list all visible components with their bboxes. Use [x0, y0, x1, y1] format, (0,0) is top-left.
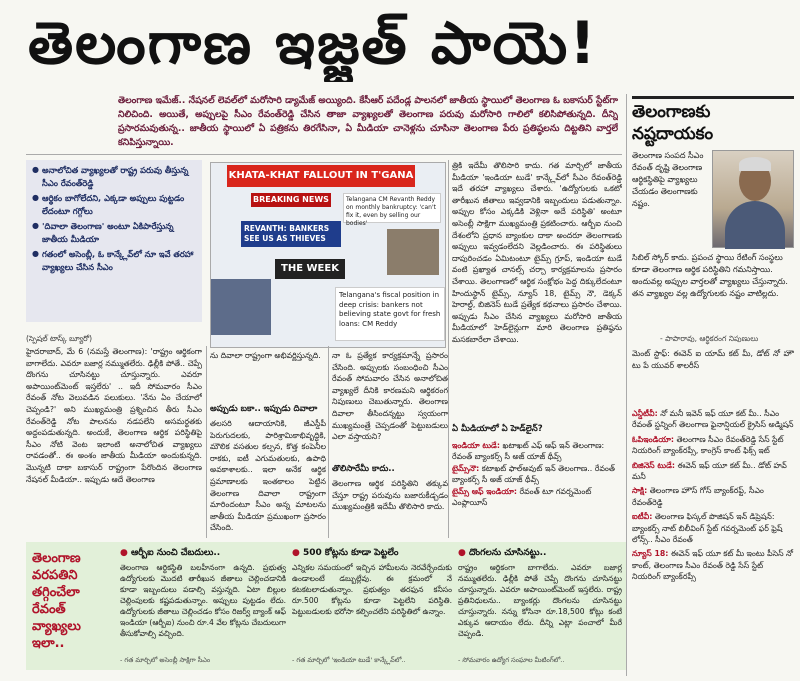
column-divider	[328, 346, 329, 538]
highlight-item: ● అనాలోచిత వ్యాఖ్యలతో రాష్ట్ర పరువు తీస్తున్న సీఎం రేవంత్‌రెడ్డి	[32, 164, 196, 189]
quote-body: రాష్ట్రం ఆర్థికంగా బాగాలేదు. ఎవరూ బజార్ల నమ్ముతలేరు. ఢిల్లీకి పోతే చెప్పే దొంగను చూసినట్టు చూస్తున్నారు. ఎవరూ అపాయింట్‌మెంట్ ఇస్తలేరు. రాష్ట్ర ప్రతినిధులను.. బ్యాంకర్లు దొంగలను చూసినట్టు చూస్తున్నారు. నన్ను కోసినా రూ.18,500 కోట్లు కంటే ఎక్కువ ఆదాయం లేదు. దీన్ని ఎట్లా పంచాలో మీరే చెప్పండి.	[458, 563, 622, 638]
quote-source: - సోమవారం ఉద్యోగ సంఘాల మీటింగ్‌లో..	[458, 656, 565, 664]
list-item: ఐటీవీ: తెలంగాణ ఫిస్కల్ పొజిషన్ ఇన్ డిప్రెషన్: బ్యాంకర్స్ నాట్ బిలీవింగ్ స్టేట్ గవర్నమెంట్ ఫర్ ఫ్రెష్ లోన్స్.. సీఎం రేవంత్	[632, 512, 783, 545]
sidebar-byline: - పాపారావు, ఆర్థికరంగ నిపుణులు	[660, 334, 759, 343]
highlight-item: ● 'దివాలా తెలంగాణ' అంటూ ఏకిపారేస్తున్న జాతీయ మీడియా	[32, 220, 196, 245]
quote-box	[458, 548, 622, 666]
highlight-item: ● గతంలో అసెంబ్లీ, ఓ కాన్క్లేవ్‌లో నూ ఇవే తరహా వ్యాఖ్యలు చేసిన సీఎం	[32, 248, 196, 273]
collage-person-photo	[387, 229, 439, 275]
sidebar-text-continued: సిబిల్ స్కోర్ కాదు. ప్రపంచ స్థాయి రేటింగ్ సంస్థలు కూడా తెలంగాణ ఆర్థిక పరిస్థితిని గమనిస్తాయి. అందువల్ల అప్పుల వార్తలతో వ్యాఖ్యలు చేస్తున్నారు. తన వ్యాఖ్యల వల్ల ఉద్యోగులకు నష్టం వాటిల్లదు.	[632, 253, 788, 298]
list-item: ఓపిఇండియా: తెలంగాణ సీఎం రేవంత్‌రెడ్డి సేస్ స్టేట్ నియరింగ్ బ్యాంక్‌రప్సీ, కాంగ్రెస్ కాంట్ ఫిక్స్ ఇట్	[632, 434, 784, 456]
subheading: తొలిసారేమీ కాదు..	[332, 464, 395, 474]
headline-list	[452, 440, 622, 538]
subheading: ఏ మీడియాలో ఏ హెడ్‌లైన్?	[452, 424, 543, 434]
list-item: సాక్షి: తెలంగాణ హౌస్ గోస్ బ్యాంక్‌రప్ట్, సీఎం రేవంత్‌రెడ్డి	[632, 486, 764, 507]
headline-list-continued	[632, 408, 794, 676]
list-item: న్యూస్ 18: ఈవెన్ ఇఫ్ యూ కట్ మీ ఇంటు పీసెస్ నో కాంట్, తెలంగాణ సీఎం రేవంత్ రెడ్డి సేస్ స్టేట్ నియరింగ్ బ్యాంక్‌రప్సీ	[632, 549, 794, 582]
photo-hair	[739, 157, 771, 171]
collage-person-photo	[211, 279, 271, 335]
list-item: బిజినెస్ టుడే: ఈవెన్ ఇఫ్ యూ కట్ మీ.. డోట్ హవ్ మనీ	[632, 460, 787, 482]
list-item: ఇండియా టుడే: ఖటాఖట్ ఎఫ్ ఆఫ్ ఇన్ తెలంగాణ: రేవంత్ బ్యాంకర్స్ సీ అజ్ యాజ్ థీవ్స్	[452, 441, 605, 462]
media-collage-image	[210, 162, 446, 348]
quote-source: - గత మార్చిలో అసెంబ్లీ సాక్షిగా సీఎం	[120, 656, 211, 664]
list-item: టైమ్స్ ఆఫ్ ఇండియా: రేవంత్ టూ గవర్నమెంట్ ఎంప్లాయీస్	[452, 486, 592, 508]
quote-body: ఎన్నికల సమయంలో ఇచ్చిన హామీలను నెరవేర్చేందుకు ఉండాలంటే డబ్బుల్లేవు. ఈ క్రమంలో నే కటకటలాడుతున్నాం. ప్రభుత్వం తరఫున కనీసం రూ.500 కోట్లను కూడా పెట్టలేని పరిస్థితి. పెట్టుబడులకు భరోసా కల్పించలేని పరిస్థితిలో ఉన్నాం.	[292, 563, 452, 616]
list-item: టైమ్స్‌నౌ: కటాఖట్ ఫాల్అవుట్ ఇన్ తెలంగాణ.. రేవంత్ బ్యాంకర్స్ సీ అజ్ యాజ్ థీవ్స్	[452, 463, 615, 485]
sidebar-title: తెలంగాణకు నష్టదాయకం	[632, 96, 794, 144]
collage-breaking-tag: BREAKING NEWS	[251, 193, 331, 207]
article-column-3: నా ఓ ప్రత్యేక కార్యక్రమాన్నే ప్రసారం చేసింది. అప్పులకు సంబంధించి సీఎం రేవంత్ సోమవారం చేసిన అనాలోచిత వ్యాఖ్యలే దీనికి కారణమని ఆర్థికరంగ నిపుణులు చెబుతున్నారు. తెలంగాణ దివాలా తీసిందన్నట్టు స్వయంగా ముఖ్యమంత్రే చెప్పడంతో పెట్టుబడులు ఎలా వస్తాయని?	[332, 351, 448, 442]
columnist-photo	[712, 150, 794, 248]
quotes-panel	[26, 542, 626, 670]
column-divider	[448, 160, 449, 538]
quote-heading: ● 500 కోట్లను కూడా పెట్టలేం	[292, 548, 452, 560]
collage-the-week-logo: THE WEEK	[275, 259, 345, 279]
article-column-2: ను దివాలా రాష్ట్రంగా అభివర్ణిస్తున్నది.	[210, 351, 321, 360]
dateline: (స్పెషల్ టాస్క్ బ్యూరో)	[26, 334, 93, 343]
intro-paragraph: తెలంగాణ ఇమేజ్.. నేషనల్ లెవల్‌లో మరోసారి డ్యామేజ్ అయ్యింది. కేసీఆర్ పదేండ్ల పాలనలో జాతీయ స్థాయిలో తెలంగాణ ఓ బకాసుర్ స్టేట్‌గా నిలిచింది. అయితే, అప్పులపై సీఎం రేవంత్‌రెడ్డి చేసిన తాజా వ్యాఖ్యలతో తెలంగాణ పరువు మరోసారి గాలిలో కలిసిపోతున్నది. దీన్ని ప్రసారమవుతున్న.. జాతీయ స్థాయిలో ఏ పత్రికను తిరగేసినా, ఏ మీడియా చానెళ్లను చూసినా తెలంగాణ పేరు ప్రతిష్ఠలను దిట్టతిని వార్తలే కనిపిస్తున్నాయి.	[118, 95, 618, 148]
article-column-5: మెంట్ స్టాఫ్: ఈవెన్ ఐ యామ్ కట్ మీ, డోట్ నో హౌ టు పే యువర్ శాలరీస్	[632, 349, 794, 370]
highlights-box	[26, 160, 202, 322]
quote-heading: ● దొంగలను చూసినట్టు..	[458, 548, 622, 560]
list-item: ఎన్డీటీవీ: నో మనీ ఇవెన్ ఇఫ్ యూ కట్ మీ.. సీఎం రేవంత్ స్టన్నింగ్ తెలంగాణ ఫైనాన్షియల్ క్రైసిస్ అడ్మిషన్	[632, 409, 794, 430]
collage-news-card: Telangana CM Revanth Reddy on monthly bankruptcy: 'can't fix it, even by selling our bodies'	[343, 193, 441, 223]
headline: తెలంగాణ ఇజ్జత్ పాయె!	[28, 9, 598, 77]
photo-body	[725, 201, 785, 249]
quote-box	[292, 548, 452, 666]
quote-source: - గత మార్చిలో 'ఇండియా టుడే' కాన్క్లేవ్‌లో..	[292, 656, 406, 664]
article-column-1: హైదరాబాద్, మే 6 (నమస్తే తెలంగాణ): 'రాష్ట్రం ఆర్థికంగా బాగాలేదు. ఎవరూ బజార్ల నమ్ముతలేరు. ఢిల్లీకి పోతే.. చెప్పే దొంగను చూసినట్టు చూస్తున్నారు. ఎవరూ అపాయింట్‌మెంట్ ఇస్తలేరు' .. ఇదీ సోమవారం సీఎం రేవంత్ నోట వెలువడిన పలుకులు. 'నేను ఏం చేయాలో చెప్పండి?' అని ముఖ్యమంత్రి ప్రశ్నించిన తీరు సీఎం రేవంత్‌రెడ్డి నోట పాలనను నడపలేని అసమర్థతకు అద్దంపడుతున్నది. అందుకే, తెలంగాణ ఆర్థిక పరిస్థితిపై సీఎం నోటి వెంట ఇలాంటి అనాలోచిత వ్యాఖ్యలు రావడంతో.. ఈ అంశం జాతీయ మీడియా అందుకున్నది. మొన్నటి దాకా బకాసుర్ రాష్ట్రంగా పేరొందిన తెలంగాణ నేషనల్ మీడియా.. ఇప్పుడు ఆదే తెలంగాణ	[26, 347, 202, 484]
collage-bankers-headline: REVANTH: BANKERS SEE US AS THIEVES	[241, 221, 341, 247]
sidebar-text: తెలంగాణ సంపద సీఎం రేవంత్ దృష్టి తెలంగాణ ఆర్థికస్థితిపై వ్యాఖ్యలు చేయడం తెలంగాణకు నష్టం.	[632, 151, 704, 208]
quotes-panel-title: తెలంగాణ వరపతిని తగ్గించేలా రేవంత్ వ్యాఖ్యలు ఇలా..	[32, 551, 81, 651]
article-column-2b: తలసరి ఆదాయానికి, జీఎస్డీపీ పెరుగుదలకు, పారిశ్రామికాభివృద్ధికి, మౌలిక వసతుల కల్పన, కొత్త కంపెనీల రాకకు, ఐటీ ఎగుమతులకు, ఉపాధి అవకాశాలకు.. ఇలా అనేక ఆర్థిక ప్రమాణాలకు ఇంతకాలం పెట్టిన తెలంగాణ దివాలా రాష్ట్రంగా మారిందంటూ సీఎం అన్న మాటలను జాతీయ మీడియా ప్రముఖంగా ప్రసారం చేసింది.	[210, 419, 326, 533]
subheading: అప్పుడు బకా.. ఇప్పుడు దివాలా	[210, 404, 318, 414]
quote-heading: ● ఆర్బీఐ నుంచి చేబదులు..	[120, 548, 286, 560]
column-divider	[206, 346, 207, 538]
highlight-item: ● ఆర్థికం బాగోలేదని, ఎక్కడా అప్పులు పుట్టడం లేదంటూ గగ్గోలు	[32, 192, 196, 217]
column-divider	[626, 94, 627, 676]
quote-body: తెలంగాణ ఆర్థికస్థితి బలహీనంగా ఉన్నది. ప్రభుత్వ ఉద్యోగులకు మొదటి తారీఖున జీతాలు చెల్లించడానికి కూడా ఇబ్బందులు పడాల్సి వస్తున్నది. ఏటా బిల్లుల చెల్లింపులకు కష్టపడుతున్నాం. అప్పులు పుట్టడం లేదు. ఉద్యోగులకు జీతాలు చెల్లించడం కోసం రిజర్వ్ బ్యాంక్ ఆఫ్ ఇండియా (ఆర్బీఐ) నుంచి రూ.4 వేల కోట్లను చేబదులుగా తీసుకోవాల్సి వచ్చింది.	[120, 563, 286, 638]
collage-banner: KHATA-KHAT FALLOUT IN T'GANA	[227, 165, 415, 187]
quote-box	[120, 548, 286, 666]
article-column-4: త్రికి ఇదేమీ తొలిసారి కాదు. గత మార్చిలో జాతీయ మీడియా 'ఇండియా టుడే' కాన్క్లేవ్‌లో సీఎం రేవంత్‌రెడ్డి ఇదే తరహా వ్యాఖ్యలు చేశారు. 'ఉద్యోగులకు ఒకటో తారీఖున జీతాలు ఇవ్వడానికి ఇబ్బందులు పడుతున్నాం. అప్పుల కోసం ఎక్కడికి వెళ్లినా అదే పరిస్థితి' అంటూ అసెంబ్లీ సాక్షిగా ముఖ్యమంత్రి ప్రకటించారు. ఆర్బీఐ నుంచి దేశంలోని ప్రధాన బ్యాంకుల దాకా అందరూ తెలంగాణకు అప్పులు ఇవ్వడంలేదని వెల్లడించారు. ఈ పరిస్థితులు దాపురించడం ఏమిటంటూ టైమ్స్ గ్రూప్, ఇండియా టుడే వంటి ప్రఖ్యాత చానల్స్ చర్చా కార్యక్రమాలను ప్రసారం చేశాయి. తెలంగాణలో ఆర్థిక సంక్షోభం పెద్ద దిక్కులేదంటూ హిందుస్థాన్ టైమ్స్, న్యూస్ 18, టైమ్స్ నౌ, డెక్కన్ హెరాల్డ్, బిజినెస్ టుడే ప్రత్యేక కథనాలు ప్రసారం చేశాయి. అప్పుడు సీఎం చేసిన వ్యాఖ్యలు మరోసారి జాతీయ మీడియాలో హెడ్‌లైన్లుగా మారి తెలంగాణ ప్రతిష్ఠను మసకబారేలా చేశాయి.	[452, 161, 622, 344]
collage-fiscal-headline: Telangana's fiscal position in deep crisis: bankers not believing state govt for fresh loans: CM Reddy	[335, 287, 445, 341]
article-column-3b: తెలంగాణ ఆర్థిక పరిస్థితిని తక్కువ చేస్తూ రాష్ట్ర పరువును బజారుకీడ్చడం ముఖ్యమంత్రికి ఇదేమీ తొలిసారి కాదు.	[332, 479, 448, 512]
section-divider	[26, 154, 622, 155]
